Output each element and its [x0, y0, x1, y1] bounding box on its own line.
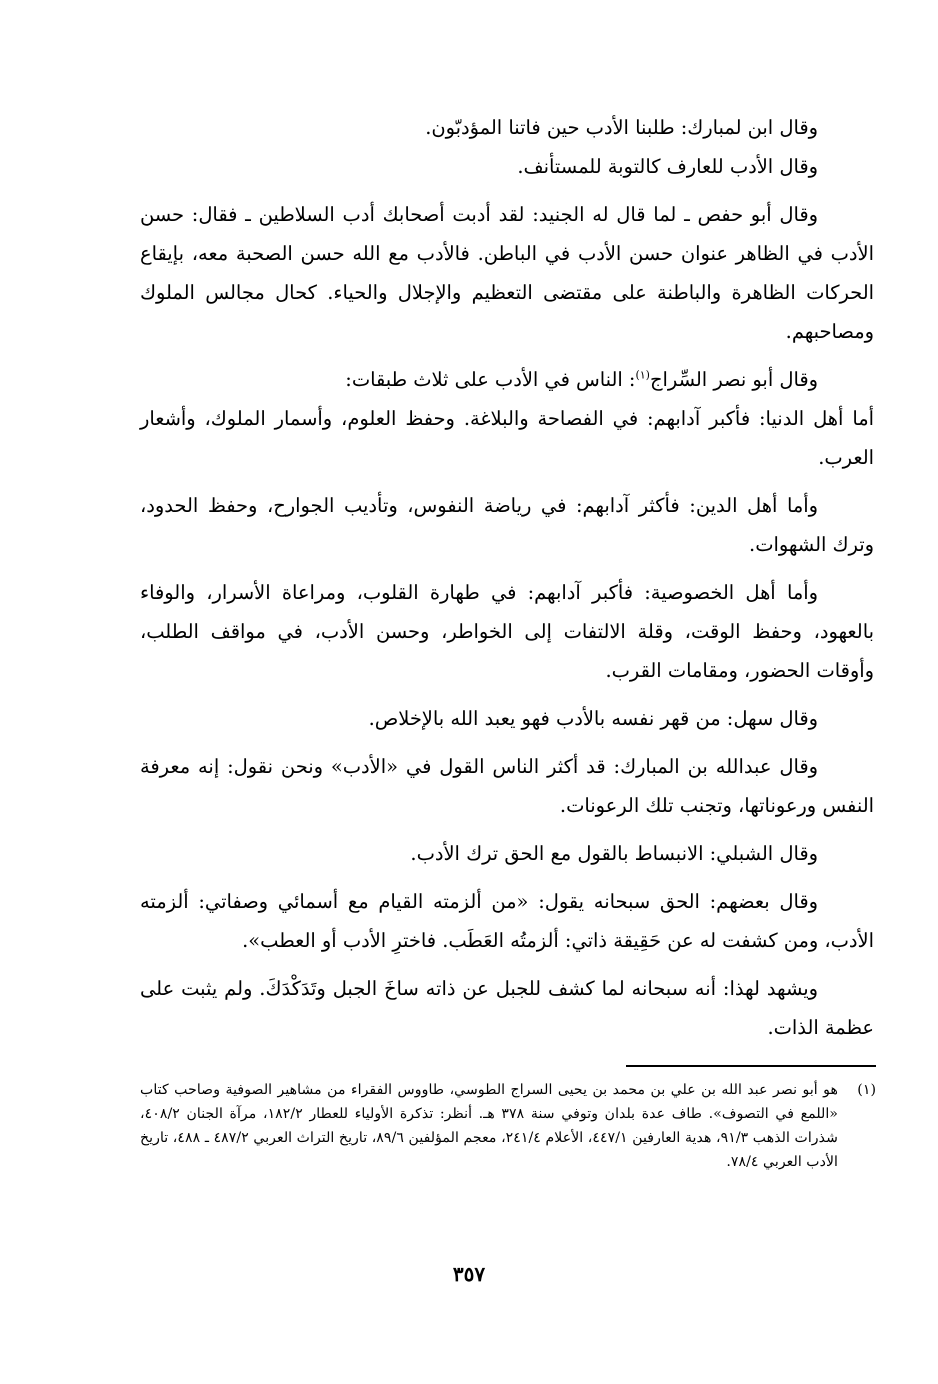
footnote-reference: (١): [635, 368, 650, 382]
footnote-text: هو أبو نصر عبد الله بن علي بن محمد بن يحيى السراج الطوسي، طاووس الفقراء من مشاهير الصوفية وصاحب كتاب «اللمع في التصوف». طاف عدة بلدان وتوفي سنة ٣٧٨ هـ. أنظر: تذكرة الأولياء للعطار ١٨٢/٢، مرآة الجنان ٤٠٨/٢، شذرات الذهب ٩١/٣، هدية العارفين ٤٤٧/١، الأعلام ٢٤١/٤، معجم المؤلفين ٨٩/٦، تاريخ التراث العربي ٤٨٧/٢ ـ ٤٨٨، تاريخ الأدب العربي ٧٨/٤.: [140, 1082, 838, 1170]
paragraph: وقال عبدالله بن المبارك: قد أكثر الناس القول في «الأدب» ونحن نقول: إنه معرفة النفس ورعوناتها، وتجنب تلك الرعونات.: [140, 755, 874, 817]
paragraph: وقال ابن لمبارك: طلبنا الأدب حين فاتنا المؤدبّون.: [425, 116, 818, 139]
paragraph-start: وقال أبو نصر السِّراج: [649, 368, 818, 391]
paragraph: [140, 360, 874, 399]
paragraph: أما أهل الدنيا: فأكبر آدابهم: في الفصاحة والبلاغة. وحفظ العلوم، وأسمار الملوك، وأشعار العرب.: [140, 407, 874, 469]
paragraph: وقال سهل: من قهر نفسه بالأدب فهو يعبد الله بالإخلاص.: [368, 707, 818, 730]
footnote: [140, 1078, 876, 1174]
paragraph: وقال الشبلي: الانبساط بالقول مع الحق ترك الأدب.: [410, 842, 818, 865]
paragraph-end: : الناس في الأدب على ثلاث طبقات:: [345, 368, 636, 391]
paragraph: وقال بعضهم: الحق سبحانه يقول: «من ألزمته القيام مع أسمائي وصفاتي: ألزمته الأدب، ومن كشفت له عن حَقِيقة ذاتي: ألزمتُه العَطَب. فاخترِ الأدب أو العطب».: [140, 890, 874, 952]
paragraph: وقال أبو حفص ـ لما قال له الجنيد: لقد أدبت أصحابك أدب السلاطين ـ فقال: حسن الأدب في الظاهر عنوان حسن الأدب في الباطن. فالأدب مع الله حسن الصحبة معه، بإيقاع الحركات الظاهرة والباطنة على مقتضى التعظيم والإجلال والحياء. كحال مجالس الملوك ومصاحبهم.: [140, 203, 874, 343]
page-number: ٣٥٧: [452, 1262, 486, 1286]
paragraph: ويشهد لهذا: أنه سبحانه لما كشف للجبل عن ذاته ساخَ الجبل وتَدَكْدَكَ. ولم يثبت على عظمة الذات.: [140, 977, 874, 1039]
paragraph: وأما أهل الدين: فأكثر آدابهم: في رياضة النفوس، وتأديب الجوارح، وحفظ الحدود، وترك الشهوات.: [140, 494, 874, 556]
paragraph: وأما أهل الخصوصية: فأكبر آدابهم: في طهارة القلوب، ومراعاة الأسرار، والوفاء بالعهود، وحفظ الوقت، وقلة الالتفات إلى الخواطر، وحسن الأدب، في مواقف الطلب، وأوقات الحضور، ومقامات القرب.: [140, 581, 874, 682]
footnote-marker: (١): [857, 1082, 876, 1098]
main-text: [140, 108, 874, 1056]
paragraph: وقال الأدب للعارف كالتوبة للمستأنف.: [517, 155, 818, 178]
footnote-separator: [626, 1065, 876, 1067]
